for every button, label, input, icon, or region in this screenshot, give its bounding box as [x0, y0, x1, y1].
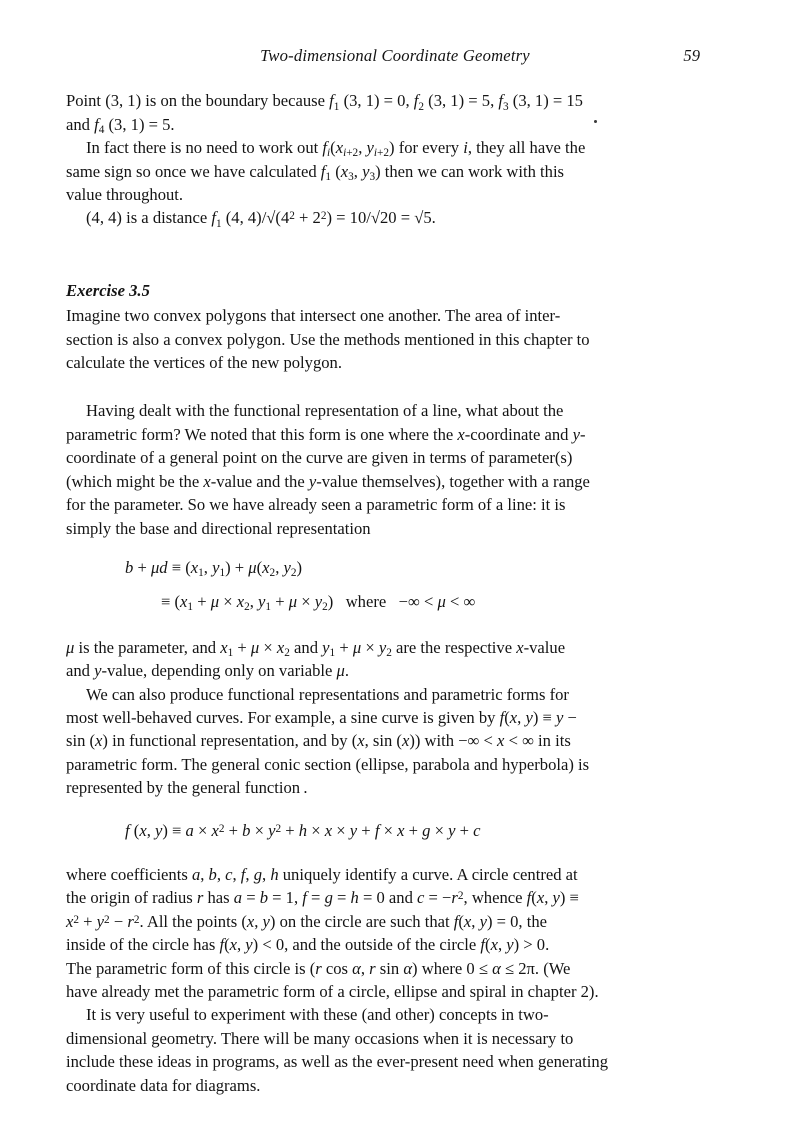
- page-content: [0, 89, 800, 1097]
- paragraph-parametric-form: Having dealt with the functional representation of a line, what about the parametric form? We noted that this form is one where the x-coordinate and y- coordinate of a general point on the curve are given in terms of parameter(s) (which might be the x-value and the y-value themselves), together with a range for the parameter. So we have already seen a parametric form of a line: it is simply the base and directional representation: [66, 401, 590, 538]
- equation-line-1: $b + \mu d \equiv (x_1$, $y_1) + \mu(x_2$, $y_2$): [125, 557, 303, 580]
- exercise-body: Imagine two convex polygons that intersect one another. The area of inter- section is also a convex polygon. Use the methods mentioned in this chapter to calculate the vertices of the new polygon.: [66, 306, 590, 373]
- paragraph-mu-parameter: μ is the parameter, and $x_1 + \mu \times x_2$ and $y_1 + \mu \times y_2$ are the respective x-value and y-value, depending only on variable μ.: [66, 637, 566, 681]
- scan-artifact-dot: [594, 120, 597, 123]
- running-header: [0, 0, 800, 67]
- equation-base-directional: [125, 556, 724, 614]
- paragraph-boundary-point: Point (3, 1) is on the boundary because $f_1$ (3, 1) = 0, $f_2$ (3, 1) = 5, $f_3$ (3, 1) = 15 and $f_4$ (3, 1) = 5.: [66, 91, 583, 136]
- equation-line-2: ≡ ($x_1 + \mu \times x_2$, $y_1 + \mu \times y_2$) where −∞ < μ < ∞: [161, 592, 476, 614]
- paragraph-functional-representations: We can also produce functional representations and parametric forms for most well-behaved curves. For example, a sine curve is given by f(x, y) ≡ y − sin (x) in functional representation, and by (x, sin (x)) with −∞ < x < ∞ in its parametric form. The general conic section (ellipse, parabola and hyperbola) is represented by the general function .: [66, 684, 590, 798]
- paragraph-distance: (4, 4) is a distance $f_1$ (4, $4)/√(4^2 + 2^2) = 10/√20 = √5$.: [86, 208, 436, 230]
- page-header-title: Two-dimensional Coordinate Geometry: [260, 46, 530, 65]
- paragraph-useful-to-experiment: It is very useful to experiment with these (and other) concepts in two- dimensional geometry. There will be many occasions when it is necessary to include these ideas in programs, as well as the ever-present need when generating coordinate data for diagrams.: [66, 1005, 608, 1095]
- paragraph-no-need-to-work-out: In fact there is no need to work out $f_i(x_{i+2}$, $y_{i+2}$) for every i, they all have the same sign so once we have calculated $f_1$ ($x_3$, $y_3$) then we can work with this value throughout.: [66, 138, 586, 205]
- paragraph-coefficients-circle: where coefficients a, b, c, f, g, h uniquely identify a curve. A circle centred at the origin of radius r has a = b = 1, f = g = h = 0 and $c = -r^2$, whence f(x, y) ≡ $x^2 + y^2 - r^2$. All the points (x, y) on the circle are such that f(x, y) = 0, the inside of the circle has f(x, y) < 0, and the outside of the circle f(x, y) > 0. The parametric form of this circle is (r cos α, r sin α) where 0 ≤ α ≤ 2π. (We have already met the parametric form of a circle, ellipse and spiral in chapter 2).: [66, 864, 599, 1001]
- page-number: 59: [683, 46, 700, 65]
- exercise-heading: Exercise 3.5: [66, 280, 150, 300]
- equation-general-conic: f (x, $y) \equiv a \times x^2 + b \times y^2 + h \times x \times y + f \times x + g \times y + c$: [125, 820, 481, 840]
